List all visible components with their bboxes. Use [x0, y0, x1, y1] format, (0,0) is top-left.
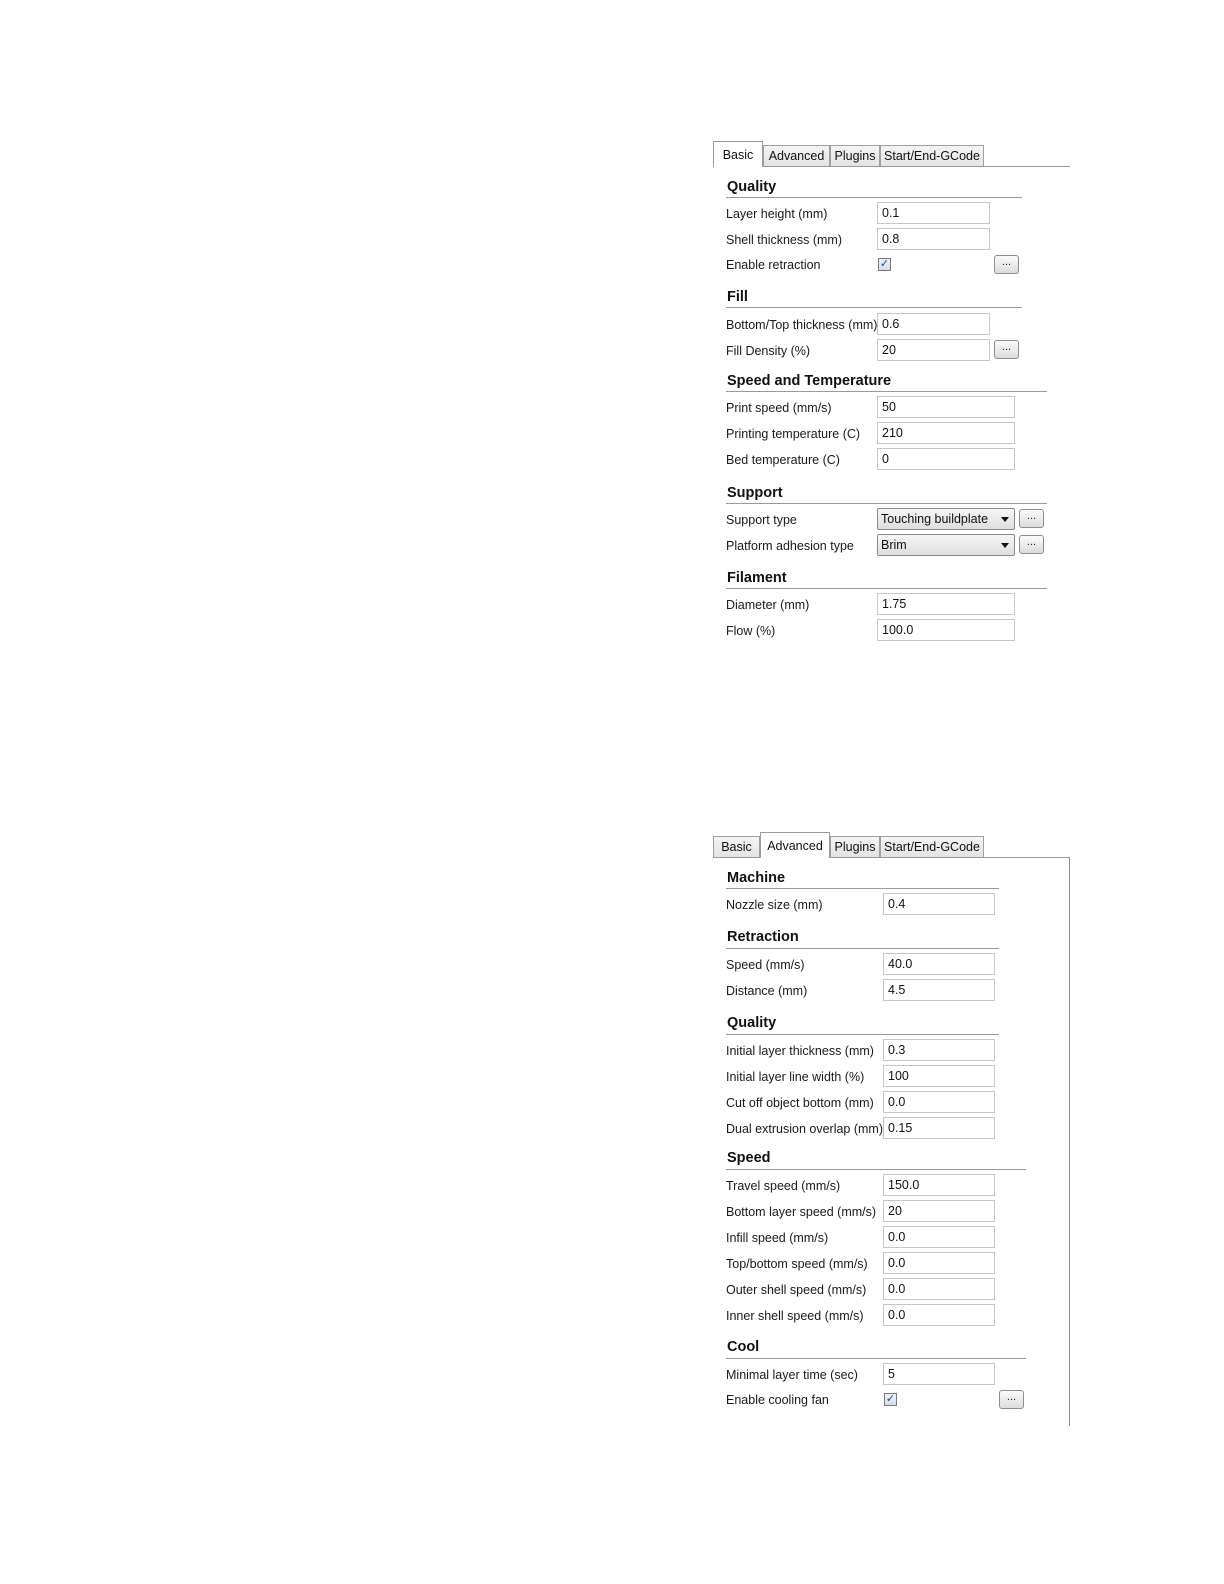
- chevron-down-icon: [1001, 517, 1009, 522]
- tab-basic[interactable]: Basic: [713, 836, 760, 857]
- section-divider: [726, 588, 1047, 589]
- fill-more-button[interactable]: ...: [994, 340, 1019, 359]
- tab-plugins[interactable]: Plugins: [830, 145, 880, 166]
- bottom-layer-speed-label: Bottom layer speed (mm/s): [726, 1205, 877, 1219]
- tab-basic[interactable]: Basic: [713, 141, 763, 167]
- top-bottom-speed-input[interactable]: [883, 1252, 995, 1274]
- dual-extrusion-overlap-input[interactable]: [883, 1117, 995, 1139]
- section-divider: [726, 307, 1022, 308]
- support-type-select[interactable]: [877, 508, 1015, 530]
- bottom-top-thickness-label: Bottom/Top thickness (mm): [726, 318, 878, 332]
- dual-extrusion-overlap-label: Dual extrusion overlap (mm): [726, 1122, 883, 1136]
- tab-start-end-gcode[interactable]: Start/End-GCode: [880, 145, 984, 166]
- outer-shell-speed-input[interactable]: [883, 1278, 995, 1300]
- tab-start-end-gcode[interactable]: Start/End-GCode: [880, 836, 984, 857]
- retraction-speed-input[interactable]: [883, 953, 995, 975]
- tab-advanced[interactable]: Advanced: [760, 832, 830, 858]
- initial-layer-thickness-label: Initial layer thickness (mm): [726, 1044, 874, 1058]
- support-type-more-button[interactable]: ...: [1019, 509, 1044, 528]
- panel-border: [1069, 857, 1070, 1426]
- enable-retraction-label: Enable retraction: [726, 258, 821, 272]
- section-divider: [726, 948, 999, 949]
- nozzle-size-label: Nozzle size (mm): [726, 898, 823, 912]
- platform-adhesion-label: Platform adhesion type: [726, 539, 854, 553]
- tab-plugins[interactable]: Plugins: [830, 836, 880, 857]
- bottom-top-thickness-input[interactable]: [877, 313, 990, 335]
- flow-label: Flow (%): [726, 624, 776, 638]
- platform-adhesion-select[interactable]: [877, 534, 1015, 556]
- infill-speed-input[interactable]: [883, 1226, 995, 1248]
- outer-shell-speed-label: Outer shell speed (mm/s): [726, 1283, 867, 1297]
- section-title-speed: Speed: [727, 1150, 771, 1166]
- retraction-more-button[interactable]: ...: [994, 255, 1019, 274]
- shell-thickness-input[interactable]: [877, 228, 990, 250]
- travel-speed-input[interactable]: [883, 1174, 995, 1196]
- printing-temperature-input[interactable]: [877, 422, 1015, 444]
- section-title-support: Support: [727, 485, 783, 501]
- diameter-label: Diameter (mm): [726, 598, 810, 612]
- shell-thickness-label: Shell thickness (mm): [726, 233, 842, 247]
- infill-speed-label: Infill speed (mm/s): [726, 1231, 829, 1245]
- cut-off-object-bottom-input[interactable]: [883, 1091, 995, 1113]
- enable-cooling-fan-label: Enable cooling fan: [726, 1393, 829, 1407]
- section-divider: [726, 197, 1022, 198]
- enable-cooling-fan-checkbox[interactable]: ✓: [885, 1393, 896, 1405]
- section-title-quality: Quality: [727, 1015, 777, 1031]
- tab-bar: [713, 832, 1070, 858]
- advanced-settings-panel: [713, 832, 1070, 1426]
- chevron-down-icon: [1001, 543, 1009, 548]
- section-divider: [726, 1034, 999, 1035]
- platform-adhesion-more-button[interactable]: ...: [1019, 535, 1044, 554]
- minimal-layer-time-label: Minimal layer time (sec): [726, 1368, 858, 1382]
- tab-bar: [713, 141, 1070, 167]
- fill-density-input[interactable]: [877, 339, 990, 361]
- bed-temperature-input[interactable]: [877, 448, 1015, 470]
- section-title-speed-temperature: Speed and Temperature: [727, 373, 892, 389]
- cooling-fan-more-button[interactable]: ...: [999, 1390, 1024, 1409]
- layer-height-label: Layer height (mm): [726, 207, 828, 221]
- section-title-quality: Quality: [727, 179, 777, 195]
- retraction-speed-label: Speed (mm/s): [726, 958, 805, 972]
- section-divider: [726, 1358, 1026, 1359]
- bed-temperature-label: Bed temperature (C): [726, 453, 840, 467]
- initial-layer-line-width-label: Initial layer line width (%): [726, 1070, 865, 1084]
- section-title-retraction: Retraction: [727, 929, 799, 945]
- inner-shell-speed-label: Inner shell speed (mm/s): [726, 1309, 864, 1323]
- support-type-value: Touching buildplate: [881, 512, 989, 526]
- printing-temperature-label: Printing temperature (C): [726, 427, 861, 441]
- section-divider: [726, 1169, 1026, 1170]
- basic-settings-panel: [713, 141, 1070, 651]
- initial-layer-thickness-input[interactable]: [883, 1039, 995, 1061]
- fill-density-label: Fill Density (%): [726, 344, 811, 358]
- retraction-distance-input[interactable]: [883, 979, 995, 1001]
- retraction-distance-label: Distance (mm): [726, 984, 808, 998]
- layer-height-input[interactable]: [877, 202, 990, 224]
- section-divider: [726, 888, 999, 889]
- section-title-fill: Fill: [727, 289, 748, 305]
- section-title-machine: Machine: [727, 870, 786, 886]
- section-divider: [726, 391, 1047, 392]
- flow-input[interactable]: [877, 619, 1015, 641]
- diameter-input[interactable]: [877, 593, 1015, 615]
- bottom-layer-speed-input[interactable]: [883, 1200, 995, 1222]
- enable-retraction-checkbox[interactable]: ✓: [879, 258, 890, 270]
- section-title-filament: Filament: [727, 570, 787, 586]
- cut-off-object-bottom-label: Cut off object bottom (mm): [726, 1096, 874, 1110]
- print-speed-input[interactable]: [877, 396, 1015, 418]
- nozzle-size-input[interactable]: [883, 893, 995, 915]
- section-title-cool: Cool: [727, 1339, 760, 1355]
- tab-advanced[interactable]: Advanced: [763, 145, 830, 166]
- minimal-layer-time-input[interactable]: [883, 1363, 995, 1385]
- initial-layer-line-width-input[interactable]: [883, 1065, 995, 1087]
- inner-shell-speed-input[interactable]: [883, 1304, 995, 1326]
- support-type-label: Support type: [726, 513, 797, 527]
- platform-adhesion-value: Brim: [881, 538, 907, 552]
- print-speed-label: Print speed (mm/s): [726, 401, 832, 415]
- section-divider: [726, 503, 1047, 504]
- top-bottom-speed-label: Top/bottom speed (mm/s): [726, 1257, 868, 1271]
- travel-speed-label: Travel speed (mm/s): [726, 1179, 841, 1193]
